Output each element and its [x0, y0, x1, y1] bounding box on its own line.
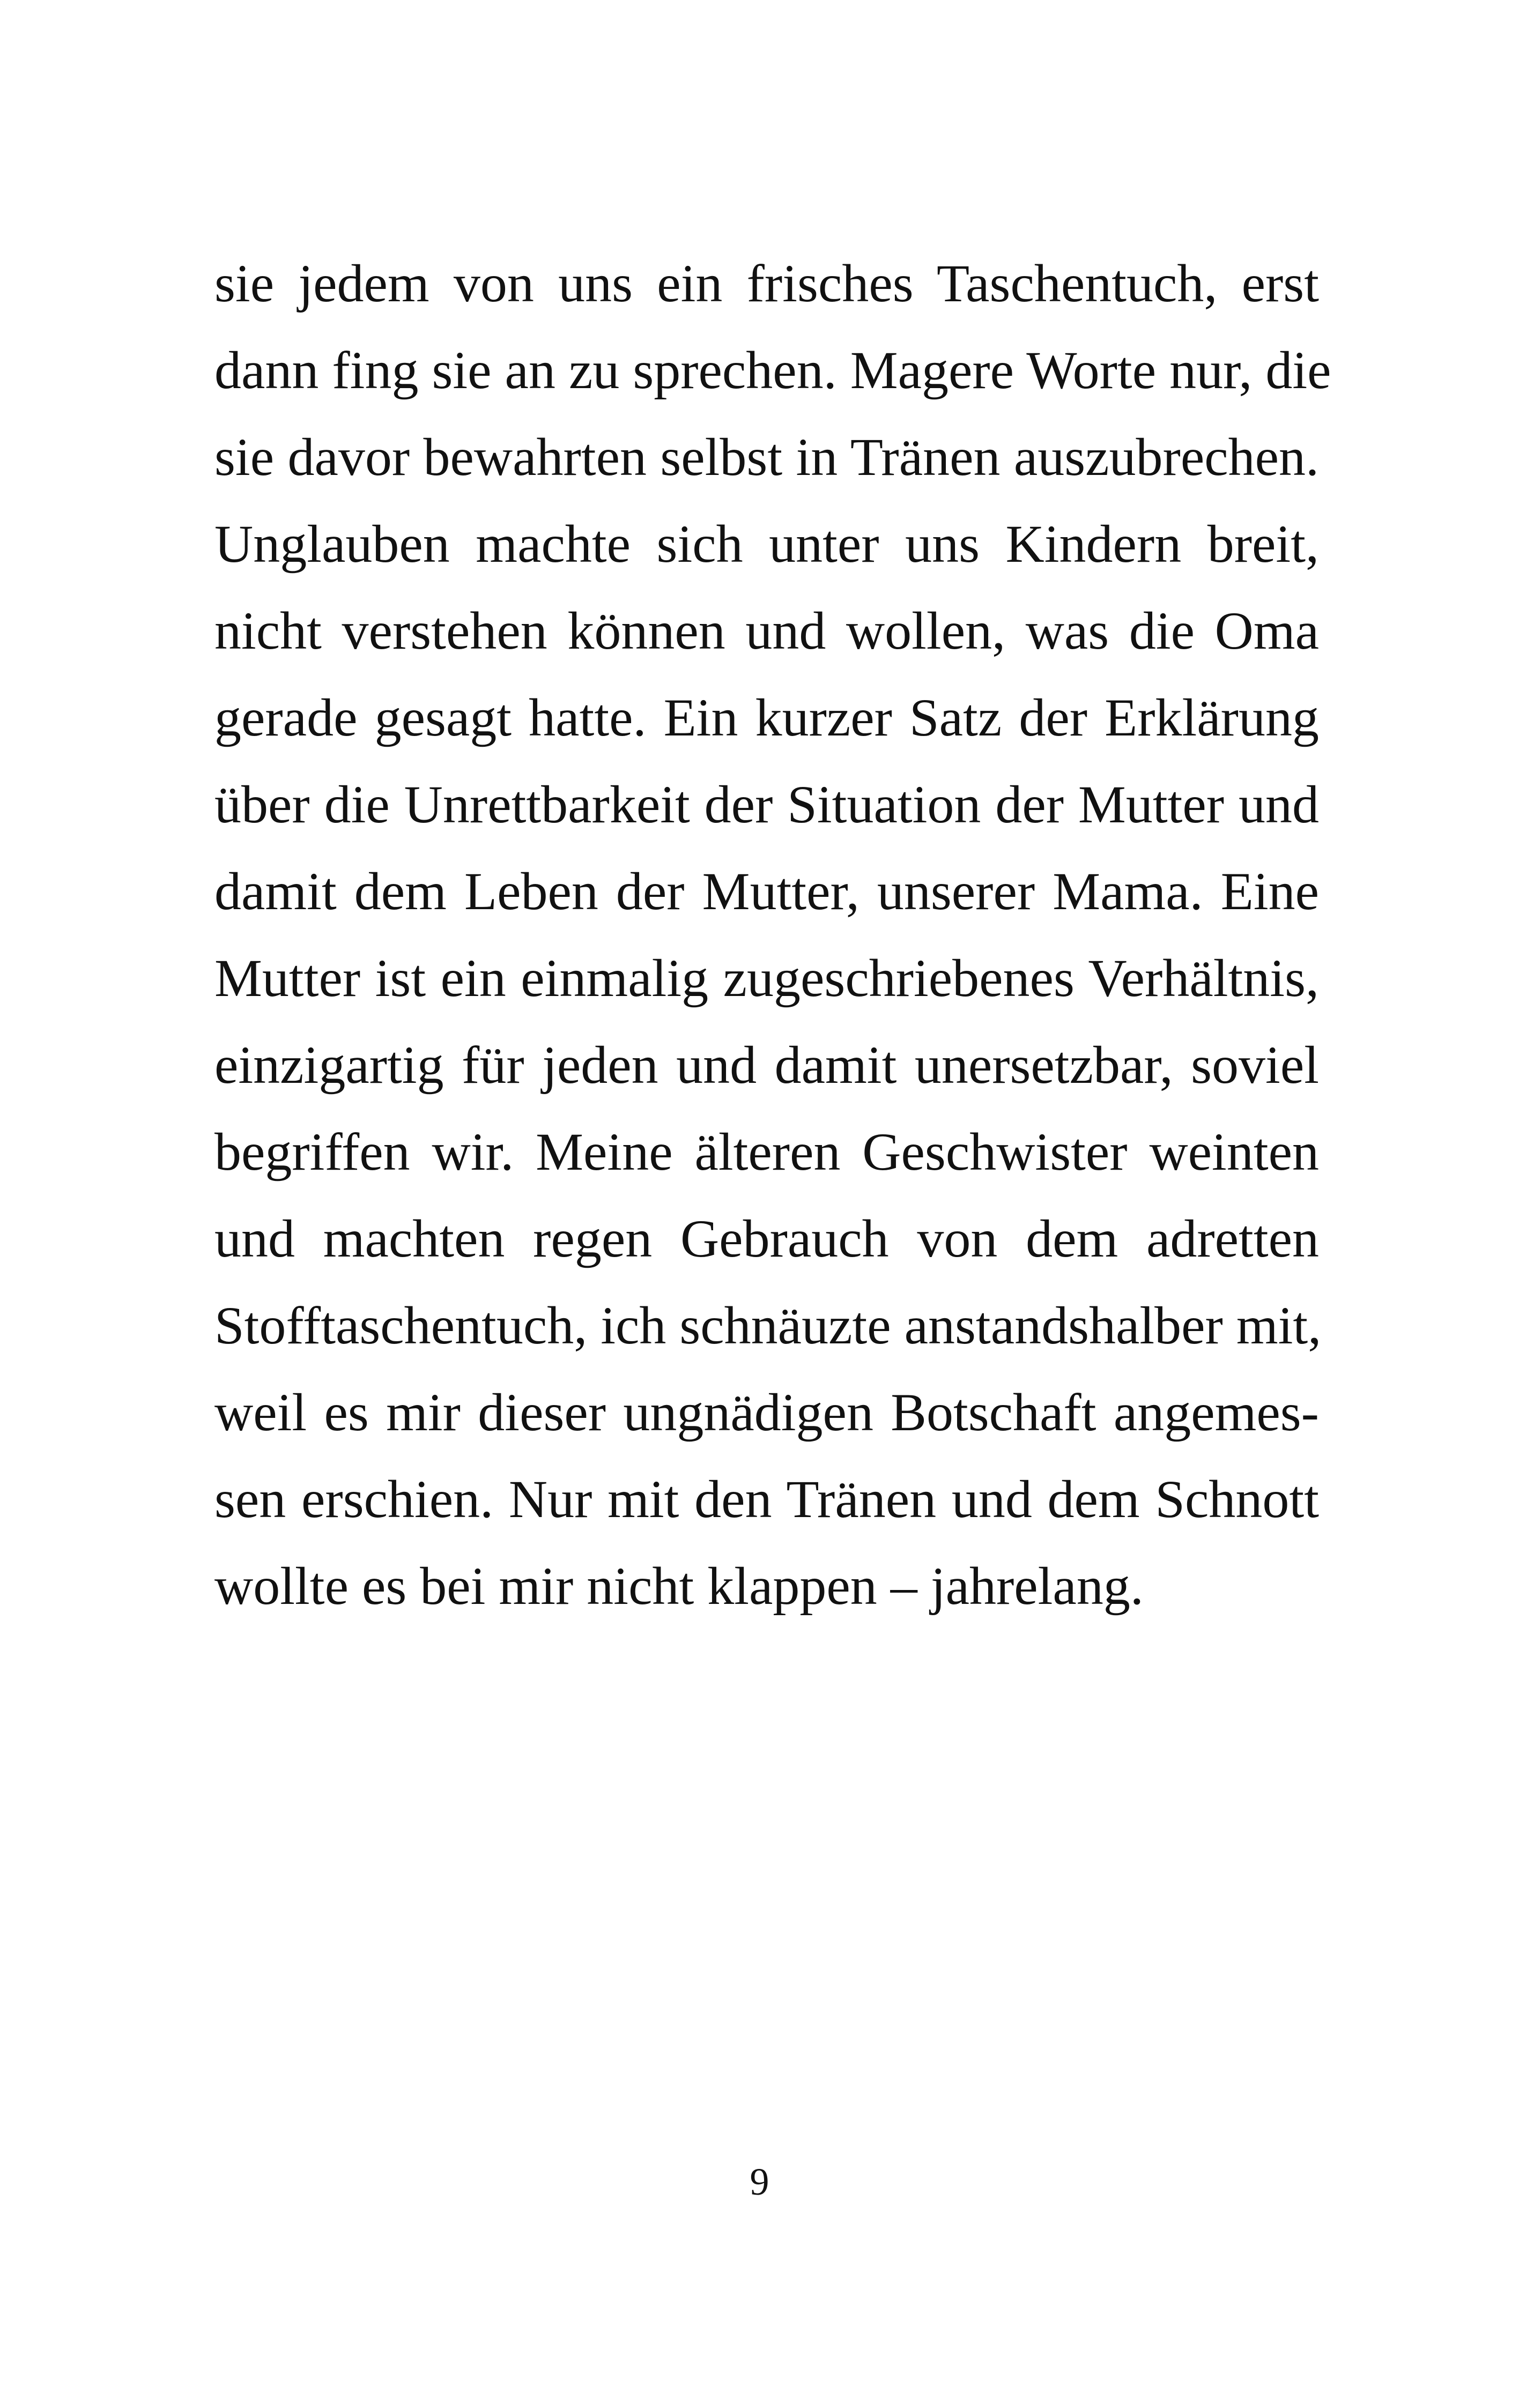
text-line: damit dem Leben der Mutter, unserer Mama. Eine	[214, 861, 1319, 921]
text-line: begriffen wir. Meine älteren Geschwister weinten	[214, 1122, 1319, 1181]
text-line: sie jedem von uns ein frisches Taschentuch, erst	[214, 254, 1319, 313]
text-line: sen erschien. Nur mit den Tränen und dem Schnott	[214, 1469, 1319, 1529]
text-line: weil es mir dieser ungnädigen Botschaft angemes-	[214, 1383, 1319, 1442]
text-line: über die Unrettbarkeit der Situation der Mutter und	[214, 775, 1319, 834]
text-line: sie davor bewahrten selbst in Tränen auszubrechen.	[214, 427, 1319, 487]
text-line: und machten regen Gebrauch von dem adretten	[214, 1209, 1319, 1268]
text-line: nicht verstehen können und wollen, was die Oma	[214, 601, 1319, 660]
text-line: einzigartig für jeden und damit unersetzbar, soviel	[214, 1035, 1319, 1095]
text-line: Stofftaschentuch, ich schnäuzte anstandshalber mit,	[214, 1296, 1322, 1355]
text-line: Mutter ist ein einmalig zugeschriebenes Verhältnis,	[214, 948, 1319, 1008]
text-line: Unglauben machte sich unter uns Kindern breit,	[214, 514, 1319, 574]
text-line: gerade gesagt hatte. Ein kurzer Satz der Erklärung	[214, 688, 1319, 747]
page-number: 9	[750, 2160, 769, 2203]
body-paragraph	[214, 240, 1331, 1630]
text-line: wollte es bei mir nicht klappen – jahrelang.	[214, 1556, 1144, 1616]
text-line: dann fing sie an zu sprechen. Magere Worte nur, die	[214, 340, 1331, 400]
